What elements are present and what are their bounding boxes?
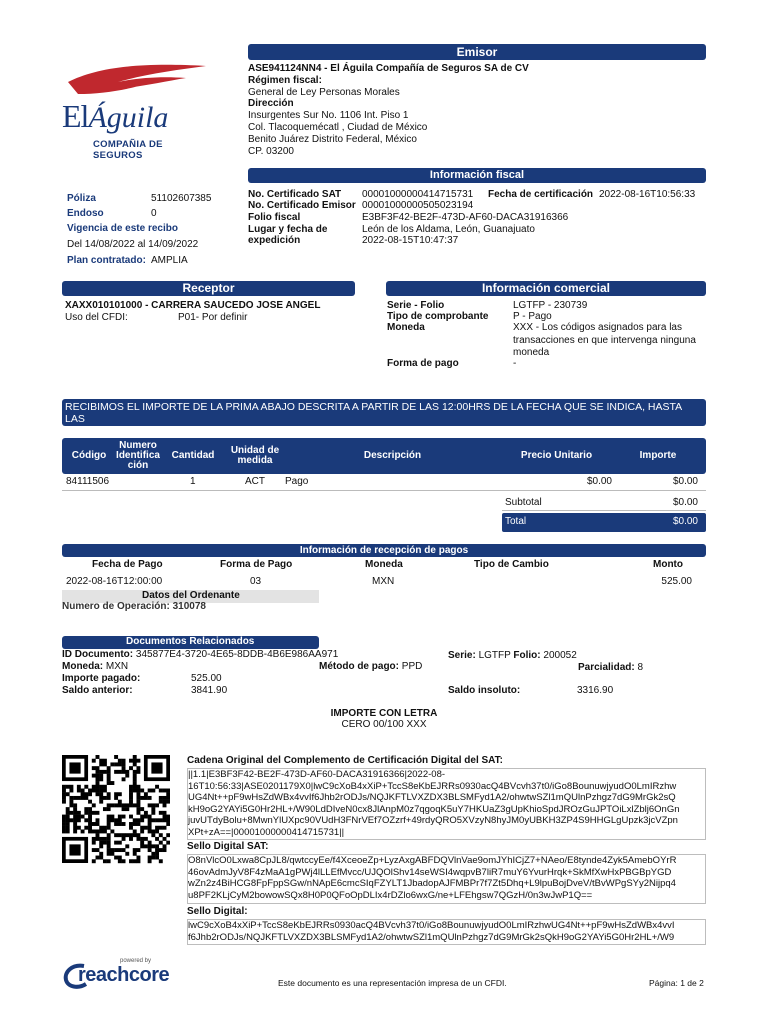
- col-numero: [113, 438, 163, 474]
- serie-folio-doc: [448, 650, 577, 662]
- col-unidad-line: medida: [237, 455, 273, 466]
- col-precio: Precio Unitario: [520, 450, 593, 461]
- sello-sat-line: O8nVlcO0Lxwa8CpJL8/qwtccyEe/f4XceoeZp+LyzAxgABFDQVlnVae9omJYhICjZ7+NAeo/E8tynde4Zyk5AmebOYrR: [188, 855, 677, 866]
- doc-serie-value: LGTFP: [478, 650, 511, 661]
- documentos-title: Documentos Relacionados: [126, 636, 255, 647]
- cert-emisor-label: No. Certificado Emisor: [248, 200, 356, 211]
- total-label: Total: [505, 516, 527, 527]
- row-unidad: ACT: [245, 476, 265, 487]
- notice-banner: [62, 399, 706, 436]
- doc-metodo: [319, 661, 422, 673]
- doc-metodo-value: PPD: [401, 661, 423, 672]
- sello-label: Sello Digital:: [187, 906, 248, 917]
- fecha-cert-label: Fecha de certificación: [488, 189, 594, 200]
- id-documento-value: 345877E4-3720-4E65-8DDB-4B6E986AA971: [135, 649, 339, 660]
- doc-moneda-value: MXN: [105, 661, 129, 672]
- fecha-cert-value: 2022-08-16T10:56:33: [599, 189, 696, 200]
- id-documento: [62, 649, 338, 661]
- subtotal-divider: [502, 510, 706, 511]
- row-descripcion: Pago: [285, 476, 309, 487]
- endoso-value: 0: [151, 208, 157, 219]
- doc-importe-value: 525.00: [191, 673, 222, 684]
- importe-letra-label: IMPORTE CON LETRA: [330, 708, 438, 719]
- company-logo: [62, 60, 212, 161]
- cadena-line: XPt+zA==|00001000000414715731||: [188, 826, 345, 838]
- forma-pago-value: -: [513, 358, 517, 369]
- doc-metodo-label: Método de pago:: [319, 661, 399, 672]
- col-unidad-line: Unidad de: [230, 445, 280, 456]
- serie-folio-value: LGTFP - 230739: [513, 300, 588, 311]
- sello-sat-text: [188, 855, 705, 901]
- lugar-label: Lugar y fecha de: [248, 224, 328, 235]
- cadena-line: juvUTdyBolu+8MwnYlUXpc90VUdH3FNrVEf7OZzrf+49rdyQRO5XVzyN8hyJM0yUBKH3ZP4S9HHGLgUpzk3jcVZpn: [188, 815, 678, 826]
- id-documento-label: ID Documento:: [62, 649, 134, 660]
- col-importe: Importe: [639, 450, 677, 461]
- footer-notice: Este documento es una representación impresa de un CFDI.: [278, 978, 507, 988]
- tipo-comprobante-value: P - Pago: [513, 311, 552, 322]
- cadena-label: Cadena Original del Complemento de Certificación Digital del SAT:: [187, 755, 503, 766]
- col-forma-pago: Forma de Pago: [220, 559, 293, 570]
- doc-parcialidad: [578, 662, 643, 674]
- cert-sat-value: 00001000000414715731: [362, 189, 474, 200]
- sello-line: lwC9cXoB4xXiP+TccS8eKbEJRRs0930acQ4BVcvh37t0/iGo8BounuwjyudO0LmIRzhwUG4Nt++pF9wHsZdWBx4vvI: [188, 920, 675, 931]
- uso-value: P01- Por definir: [178, 312, 248, 323]
- receptor-name: XAXX010101000 - CARRERA SAUCEDO JOSE ANGEL: [65, 300, 321, 311]
- row-cantidad: 1: [190, 476, 196, 487]
- cert-sat-label: No. Certificado SAT: [248, 189, 342, 200]
- moneda-value-line: transacciones en que intervenga ninguna: [513, 335, 696, 346]
- col-monto: Monto: [653, 559, 683, 570]
- doc-folio-value: 200052: [543, 650, 577, 661]
- vigencia-value: Del 14/08/2022 al 14/09/2022: [67, 239, 199, 250]
- sello-sat-line: wZn2z4BiHCG8FpFppSGw/nNApE6cmcSIqFZYLT1JbadopAJFMBPr7f7Zt5Dhq+L9lpuBojDveV/tBvWPgSYy2Nijpq4: [188, 878, 676, 889]
- folio-label: Folio fiscal: [248, 212, 301, 223]
- doc-moneda: [62, 661, 128, 673]
- footer-page: Página: 1 de 2: [649, 978, 704, 988]
- doc-serie-label: Serie:: [448, 650, 476, 661]
- row-divider: [62, 490, 706, 491]
- reachcore-logo: [62, 958, 172, 990]
- doc-saldo-insoluto-label: Saldo insoluto:: [448, 685, 521, 696]
- col-codigo: Código: [71, 450, 107, 461]
- sello-text: [188, 920, 705, 943]
- logo-brand-aguila: Águila: [88, 101, 169, 134]
- col-cantidad: Cantidad: [171, 450, 215, 461]
- doc-folio-label: Folio:: [513, 650, 541, 661]
- cadena-line: ||1.1|E3BF3F42-BE2F-473D-AF60-DACA31916366|2022-08-: [188, 769, 446, 780]
- col-unidad: [220, 438, 290, 474]
- col-fecha-pago: Fecha de Pago: [92, 559, 163, 570]
- emisor-regimen-label: Régimen fiscal:: [248, 75, 322, 86]
- comercial-header: Información comercial: [386, 281, 706, 296]
- total-value: $0.00: [672, 516, 698, 527]
- emisor-direccion-label: Dirección: [248, 98, 294, 109]
- numero-operacion: Numero de Operación: 310078: [62, 601, 206, 612]
- doc-moneda-label: Moneda:: [62, 661, 104, 672]
- eagle-wing-icon: [66, 60, 211, 100]
- sello-sat-line: 46ovAdmJyV8F4zMaA1gPWj4lLLEfMvcc/UJQOlShv14seWSI4wqpvB7liR7muY6YvurHrqk+SkMfXwHxPBGBpYGD: [188, 866, 672, 878]
- sello-sat-label: Sello Digital SAT:: [187, 841, 269, 852]
- emisor-header: Emisor: [248, 44, 706, 60]
- endoso-label: Endoso: [67, 208, 104, 219]
- poliza-value: 51102607385: [151, 193, 212, 204]
- sello-sat-line: u8PF2KLjCyM2bowowSQx8H0P0QFoOpDLIx4rDZlo6wxG/ne+LFEhgsw7QGzH/0n3wJwP1Q==: [188, 889, 593, 901]
- plan-label: Plan contratado:: [67, 255, 146, 266]
- lugar-label-2: expedición: [248, 235, 301, 246]
- col-descripcion: Descripción: [363, 450, 422, 461]
- pago-forma: 03: [250, 576, 262, 587]
- cadena-line: 16T10:56:33|ASE0201179X0|lwC9cXoB4xXiP+TccS8eKbEJRRs0930acQ4BVcvh37t0/iGo8BounuwjyudO0LmIRzhw: [188, 780, 677, 792]
- fecha-exp-value: 2022-08-15T10:47:37: [362, 235, 459, 246]
- lugar-value: León de los Aldama, León, Guanajuato: [362, 224, 535, 235]
- qr-code: [62, 755, 170, 865]
- moneda-value-line: XXX - Los códigos asignados para las: [513, 322, 682, 333]
- doc-parcialidad-value: 8: [637, 662, 644, 673]
- col-numero-line: Numero: [119, 440, 157, 451]
- emisor-rfc-name: ASE941124NN4 - El Águila Compañía de Seguros SA de CV: [248, 63, 529, 74]
- folio-value: E3BF3F42-BE2F-473D-AF60-DACA31916366: [362, 212, 569, 223]
- emisor-regimen-value: General de Ley Personas Morales: [248, 87, 400, 98]
- emisor-address-line: Insurgentes Sur No. 1106 Int. Piso 1: [248, 110, 409, 121]
- doc-saldo-insoluto-value: 3316.90: [577, 685, 614, 696]
- sello-line: f6Jhb2rODJs/NQJKFTLVXZDX3BLSMFyd1A2/ohwtwSZl1mQUlnPzhgz7dG9MrGk2sQkH9oG2YAYi5G0Hr2HL+/W9: [188, 931, 675, 943]
- poliza-label: Póliza: [67, 193, 96, 204]
- notice-line: RECIBIMOS EL IMPORTE DE LA PRIMA ABAJO DESCRITA A PARTIR DE LAS 12:00HRS DE LA FECHA QUE SE INDICA, HASTA LAS: [65, 401, 682, 425]
- doc-importe-label: Importe pagado:: [62, 673, 141, 684]
- receptor-header: Receptor: [62, 281, 355, 296]
- ordenante-title: Datos del Ordenante: [142, 590, 240, 601]
- notice-line: 12:00HRS DEL ULTIMO PERIODO QUE CUBRE: [65, 424, 295, 436]
- pago-moneda: MXN: [372, 576, 395, 587]
- pago-monto: 525.00: [661, 576, 692, 587]
- recepcion-header: Información de recepción de pagos: [62, 544, 706, 557]
- vigencia-label: Vigencia de este recibo: [67, 223, 178, 234]
- col-numero-line: Identifica: [116, 450, 160, 461]
- emisor-address-line: CP. 03200: [248, 146, 294, 157]
- tipo-comprobante-label: Tipo de comprobante: [387, 311, 489, 322]
- cert-emisor-value: 00001000000505023194: [362, 200, 474, 211]
- doc-parcialidad-label: Parcialidad:: [578, 662, 635, 673]
- row-codigo: 84111506: [66, 476, 110, 487]
- reachcore-powered: powered by: [120, 958, 152, 964]
- serie-folio-label: Serie - Folio: [387, 300, 445, 311]
- emisor-address-line: Benito Juárez Distrito Federal, México: [248, 134, 417, 145]
- row-importe: $0.00: [672, 476, 698, 487]
- col-moneda: Moneda: [365, 559, 403, 570]
- reachcore-brand: reachcore: [78, 964, 170, 986]
- col-numero-line: ción: [127, 460, 149, 471]
- pago-fecha: 2022-08-16T12:00:00: [66, 576, 163, 587]
- plan-value: AMPLIA: [151, 255, 188, 266]
- col-tipo-cambio: Tipo de Cambio: [474, 559, 549, 570]
- cadena-line: kH9oG2YAYi5G0Hr2HL+/W90LdDIveN0cx8JlAnpM0z7qgoqK5uY7HKUaZ3gUpKhioSpdJROzGuJPTOiLxlZblj6OnGn: [188, 803, 680, 815]
- logo-brand-el: El: [62, 98, 89, 134]
- row-precio: $0.00: [586, 476, 612, 487]
- cadena-text: [188, 769, 705, 838]
- subtotal-value: $0.00: [672, 497, 698, 508]
- emisor-address-line: Col. Tlacoquemécatl , Ciudad de México: [248, 122, 428, 133]
- subtotal-label: Subtotal: [505, 497, 542, 508]
- moneda-value-line: moneda: [513, 347, 550, 358]
- forma-pago-label: Forma de pago: [387, 358, 459, 369]
- importe-letra-value: CERO 00/100 XXX: [341, 719, 427, 730]
- qr-code-icon: [62, 755, 170, 865]
- doc-saldo-anterior-value: 3841.90: [191, 685, 228, 696]
- moneda-label: Moneda: [387, 322, 425, 333]
- cadena-line: UG4Nt++pF9wHsZdWBx4vvIf6Jhb2rODJs/NQJKFTLVXZDX3BLSMFyd1A2/ohwtwSZl1mQUlnPzhgz7dG9MrGk2sQ: [188, 792, 676, 803]
- logo-subtitle: COMPAÑIA DE SEGUROS: [93, 139, 163, 161]
- uso-label: Uso del CFDI:: [65, 312, 128, 323]
- fiscal-header: Información fiscal: [248, 168, 706, 183]
- doc-saldo-anterior-label: Saldo anterior:: [62, 685, 133, 696]
